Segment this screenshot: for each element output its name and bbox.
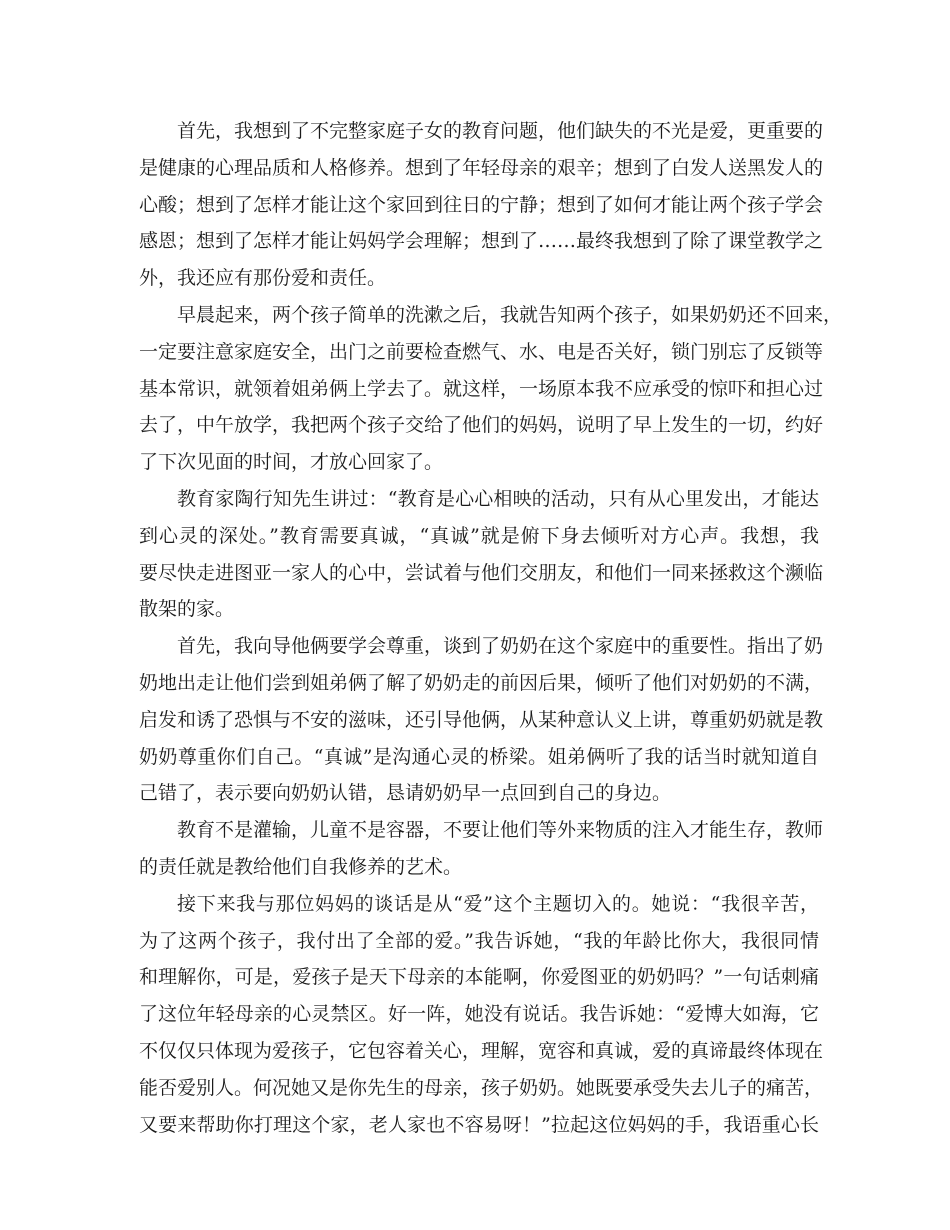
text-line: 又要来帮助你打理这个家，老人家也不容易呀！”拉起这位妈妈的手，我语重心长 — [139, 1113, 819, 1136]
text-line: 为了这两个孩子，我付出了全部的爱。”我告诉她，“我的年龄比你大，我很同情 — [139, 929, 819, 952]
paragraph-4 — [139, 628, 824, 812]
text-line: 奶地出走让他们尝到姐弟俩了解了奶奶走的前因后果，倾听了他们对奶奶的不满， — [139, 671, 824, 694]
text-line: 一定要注意家庭安全，出门之前要检查燃气、水、电是否关好，锁门别忘了反锁等 — [139, 340, 824, 363]
text-line: 心酸；想到了怎样才能让这个家回到往日的宁静；想到了如何才能让两个孩子学会 — [139, 193, 824, 216]
paragraph-1 — [139, 113, 824, 297]
text-line: 散架的家。 — [139, 598, 235, 621]
text-line: 和理解你，可是，爱孩子是天下母亲的本能啊，你爱图亚的奶奶吗？”一句话刺痛 — [139, 966, 819, 989]
text-line: 的责任就是教给他们自我修养的艺术。 — [139, 855, 463, 878]
text-line: 己错了，表示要向奶奶认错，恳请奶奶早一点回到自己的身边。 — [139, 782, 672, 805]
text-line: 能否爱别人。何况她又是你先生的母亲，孩子奶奶。她既要承受失去儿子的痛苦， — [139, 1076, 824, 1099]
text-line: 了这位年轻母亲的心灵禁区。好一阵，她没有说话。我告诉她：“爱博大如海，它 — [139, 1003, 819, 1026]
text-line: 首先，我向导他俩要学会尊重，谈到了奶奶在这个家庭中的重要性。指出了奶 — [177, 635, 824, 658]
text-line: 要尽快走进图亚一家人的心中，尝试着与他们交朋友，和他们一同来拯救这个濒临 — [139, 561, 824, 584]
text-line: 了下次见面的时间，才放心回家了。 — [139, 451, 444, 474]
text-line: 教育家陶行知先生讲过：“教育是心心相映的活动，只有从心里发出，才能达 — [177, 487, 819, 510]
paragraph-3 — [139, 481, 824, 628]
paragraph-5 — [139, 812, 824, 886]
text-line: 教育不是灌输，儿童不是容器，不要让他们等外来物质的注入才能生存，教师 — [177, 819, 824, 842]
text-line: 奶奶尊重你们自己。“真诚”是沟通心灵的桥梁。姐弟俩听了我的话当时就知道自 — [139, 745, 819, 768]
text-line: 接下来我与那位妈妈的谈话是从“爱”这个主题切入的。她说：“我很辛苦， — [177, 892, 819, 915]
text-line: 去了，中午放学，我把两个孩子交给了他们的妈妈，说明了早上发生的一切，约好 — [139, 414, 824, 437]
text-line: 基本常识，就领着姐弟俩上学去了。就这样，一场原本我不应承受的惊吓和担心过 — [139, 377, 824, 400]
text-line: 不仅仅只体现为爱孩子，它包容着关心，理解，宽容和真诚，爱的真谛最终体现在 — [139, 1039, 824, 1062]
text-line: 启发和诱了恐惧与不安的滋味，还引导他俩，从某种意认义上讲，尊重奶奶就是教 — [139, 708, 824, 731]
text-line: 首先，我想到了不完整家庭子女的教育问题，他们缺失的不光是爱，更重要的 — [177, 120, 824, 142]
text-line: 感恩；想到了怎样才能让妈妈学会理解；想到了……最终我想到了除了课堂教学之 — [139, 230, 824, 253]
text-line: 是健康的心理品质和人格修养。想到了年轻母亲的艰辛；想到了白发人送黑发人的 — [139, 156, 824, 179]
document-body — [139, 113, 843, 1143]
paragraph-2 — [139, 297, 843, 481]
paragraph-6 — [139, 886, 824, 1144]
text-line: 外，我还应有那份爱和责任。 — [139, 267, 387, 290]
text-line: 到心灵的深处。”教育需要真诚，“真诚”就是俯下身去倾听对方心声。我想，我 — [139, 524, 819, 547]
text-line: 早晨起来，两个孩子简单的洗漱之后，我就告知两个孩子，如果奶奶还不回来， — [177, 303, 843, 326]
